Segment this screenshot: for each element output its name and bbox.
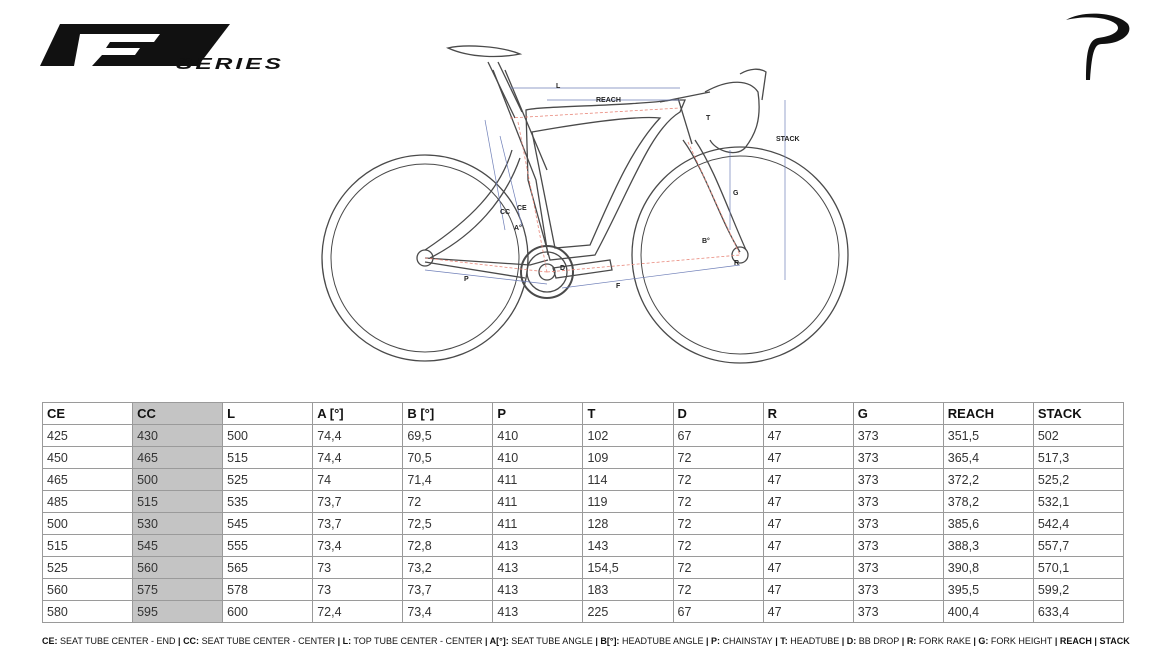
table-row <box>43 513 1124 535</box>
table-cell: 633,4 <box>1033 601 1123 623</box>
legend-text: SEAT TUBE ANGLE <box>508 636 593 646</box>
table-cell: 154,5 <box>583 557 673 579</box>
table-cell: 47 <box>763 425 853 447</box>
legend-separator: | <box>1052 636 1060 646</box>
saddle <box>448 46 520 56</box>
table-cell: 570,1 <box>1033 557 1123 579</box>
column-header: CC <box>133 403 223 425</box>
legend-text: CHAINSTAY <box>720 636 773 646</box>
table-cell: 560 <box>133 557 223 579</box>
table-cell: 535 <box>223 491 313 513</box>
svg-text:F: F <box>616 283 621 290</box>
table-cell: 47 <box>763 447 853 469</box>
table-cell: 72 <box>673 535 763 557</box>
svg-text:T: T <box>706 115 711 122</box>
front-wheel <box>632 147 848 363</box>
legend-separator: | <box>772 636 781 646</box>
table-cell: 373 <box>853 535 943 557</box>
table-row <box>43 535 1124 557</box>
table-cell: 102 <box>583 425 673 447</box>
table-cell: 114 <box>583 469 673 491</box>
table-cell: 73,4 <box>403 601 493 623</box>
table-cell: 73,7 <box>403 579 493 601</box>
table-cell: 532,1 <box>1033 491 1123 513</box>
legend-text: SEAT TUBE CENTER - END <box>57 636 176 646</box>
table-row <box>43 557 1124 579</box>
table-cell: 500 <box>133 469 223 491</box>
table-cell: 373 <box>853 513 943 535</box>
column-header: T <box>583 403 673 425</box>
table-cell: 47 <box>763 601 853 623</box>
table-cell: 595 <box>133 601 223 623</box>
table-cell: 450 <box>43 447 133 469</box>
table-cell: 599,2 <box>1033 579 1123 601</box>
abbreviation-legend <box>42 636 1132 646</box>
svg-text:REACH: REACH <box>596 97 621 104</box>
legend-text: SEAT TUBE CENTER - CENTER <box>199 636 336 646</box>
table-cell: 560 <box>43 579 133 601</box>
legend-separator: | <box>839 636 847 646</box>
table-cell: 413 <box>493 535 583 557</box>
table-cell: 373 <box>853 491 943 513</box>
table-cell: 72 <box>673 557 763 579</box>
legend-text: HEADTUBE <box>787 636 840 646</box>
legend-text: TOP TUBE CENTER - CENTER <box>351 636 483 646</box>
table-cell: 67 <box>673 425 763 447</box>
svg-text:D: D <box>560 265 566 272</box>
legend-abbr: CC: <box>183 636 200 646</box>
column-header: A [°] <box>313 403 403 425</box>
table-cell: 128 <box>583 513 673 535</box>
table-cell: 410 <box>493 447 583 469</box>
pinarello-logo-icon <box>1062 10 1132 82</box>
legend-separator: | <box>703 636 711 646</box>
svg-text:L: L <box>556 83 561 90</box>
table-cell: 525 <box>43 557 133 579</box>
table-cell: 565 <box>223 557 313 579</box>
legend-text: BB DROP <box>856 636 900 646</box>
table-cell: 502 <box>1033 425 1123 447</box>
table-cell: 73,2 <box>403 557 493 579</box>
table-row <box>43 601 1124 623</box>
head-tube <box>678 98 692 144</box>
table-cell: 425 <box>43 425 133 447</box>
table-cell: 72,8 <box>403 535 493 557</box>
table-row <box>43 425 1124 447</box>
table-cell: 373 <box>853 469 943 491</box>
legend-separator: | <box>1091 636 1100 646</box>
table-cell: 515 <box>133 491 223 513</box>
legend-abbr: A[°]: <box>489 636 509 646</box>
legend-text: FORK HEIGHT <box>988 636 1053 646</box>
legend-text: HEADTUBE ANGLE <box>619 636 704 646</box>
table-cell: 575 <box>133 579 223 601</box>
column-header: G <box>853 403 943 425</box>
table-row <box>43 491 1124 513</box>
table-cell: 525 <box>223 469 313 491</box>
legend-abbr: P: <box>711 636 720 646</box>
table-cell: 73 <box>313 579 403 601</box>
table-cell: 413 <box>493 601 583 623</box>
table-cell: 71,4 <box>403 469 493 491</box>
table-cell: 525,2 <box>1033 469 1123 491</box>
table-cell: 430 <box>133 425 223 447</box>
legend-abbr: D: <box>846 636 857 646</box>
table-cell: 74,4 <box>313 447 403 469</box>
table-cell: 119 <box>583 491 673 513</box>
table-cell: 500 <box>43 513 133 535</box>
table-cell: 515 <box>43 535 133 557</box>
table-cell: 72 <box>673 447 763 469</box>
table-cell: 69,5 <box>403 425 493 447</box>
table-cell: 47 <box>763 579 853 601</box>
table-cell: 515 <box>223 447 313 469</box>
table-cell: 500 <box>223 425 313 447</box>
table-header-row <box>43 403 1124 425</box>
f-series-logo <box>40 22 290 72</box>
table-cell: 400,4 <box>943 601 1033 623</box>
table-cell: 410 <box>493 425 583 447</box>
table-cell: 557,7 <box>1033 535 1123 557</box>
legend-separator: | <box>592 636 601 646</box>
table-cell: 413 <box>493 557 583 579</box>
table-cell: 109 <box>583 447 673 469</box>
table-cell: 72,5 <box>403 513 493 535</box>
table-cell: 411 <box>493 513 583 535</box>
table-cell: 70,5 <box>403 447 493 469</box>
table-cell: 411 <box>493 469 583 491</box>
svg-text:B°: B° <box>702 238 710 245</box>
table-cell: 373 <box>853 447 943 469</box>
frame-outline <box>526 100 685 260</box>
table-cell: 73 <box>313 557 403 579</box>
legend-text: FORK RAKE <box>916 636 971 646</box>
svg-text:A°: A° <box>514 225 522 232</box>
legend-abbr: R: <box>906 636 917 646</box>
table-cell: 600 <box>223 601 313 623</box>
legend-abbr: L: <box>342 636 352 646</box>
legend-abbr: STACK <box>1099 636 1130 646</box>
svg-text:STACK: STACK <box>776 136 800 143</box>
column-header: REACH <box>943 403 1033 425</box>
table-row <box>43 579 1124 601</box>
table-cell: 143 <box>583 535 673 557</box>
table-cell: 74 <box>313 469 403 491</box>
legend-abbr: G: <box>978 636 989 646</box>
table-cell: 73,7 <box>313 491 403 513</box>
bike-geometry-diagram <box>300 40 860 370</box>
table-cell: 47 <box>763 491 853 513</box>
table-cell: 225 <box>583 601 673 623</box>
table-cell: 351,5 <box>943 425 1033 447</box>
table-cell: 72 <box>403 491 493 513</box>
legend-abbr: T: <box>780 636 788 646</box>
table-cell: 545 <box>133 535 223 557</box>
table-cell: 395,5 <box>943 579 1033 601</box>
table-cell: 542,4 <box>1033 513 1123 535</box>
table-cell: 555 <box>223 535 313 557</box>
table-cell: 378,2 <box>943 491 1033 513</box>
table-cell: 373 <box>853 579 943 601</box>
svg-text:R: R <box>734 260 740 267</box>
series-word: SERIES <box>176 56 284 72</box>
table-cell: 545 <box>223 513 313 535</box>
svg-text:CC: CC <box>500 209 511 216</box>
table-cell: 517,3 <box>1033 447 1123 469</box>
table-cell: 47 <box>763 469 853 491</box>
table-cell: 373 <box>853 425 943 447</box>
table-cell: 67 <box>673 601 763 623</box>
table-cell: 373 <box>853 601 943 623</box>
geometry-table <box>42 402 1124 623</box>
table-cell: 385,6 <box>943 513 1033 535</box>
legend-separator: | <box>335 636 343 646</box>
table-cell: 465 <box>43 469 133 491</box>
legend-abbr: REACH <box>1059 636 1092 646</box>
table-row <box>43 469 1124 491</box>
legend-separator: | <box>899 636 907 646</box>
column-header: B [°] <box>403 403 493 425</box>
table-cell: 580 <box>43 601 133 623</box>
table-cell: 72 <box>673 579 763 601</box>
table-cell: 390,8 <box>943 557 1033 579</box>
legend-separator: | <box>482 636 490 646</box>
table-cell: 72 <box>673 469 763 491</box>
table-cell: 578 <box>223 579 313 601</box>
table-cell: 73,7 <box>313 513 403 535</box>
column-header: L <box>223 403 313 425</box>
svg-text:G: G <box>733 190 739 197</box>
column-header: R <box>763 403 853 425</box>
table-cell: 72 <box>673 491 763 513</box>
column-header: P <box>493 403 583 425</box>
table-cell: 183 <box>583 579 673 601</box>
table-cell: 72,4 <box>313 601 403 623</box>
table-cell: 485 <box>43 491 133 513</box>
table-cell: 465 <box>133 447 223 469</box>
table-row <box>43 447 1124 469</box>
svg-text:CE: CE <box>517 205 527 212</box>
table-cell: 47 <box>763 513 853 535</box>
legend-separator: | <box>970 636 979 646</box>
table-cell: 74,4 <box>313 425 403 447</box>
column-header: STACK <box>1033 403 1123 425</box>
table-cell: 373 <box>853 557 943 579</box>
table-cell: 47 <box>763 535 853 557</box>
column-header: CE <box>43 403 133 425</box>
table-cell: 72 <box>673 513 763 535</box>
table-cell: 388,3 <box>943 535 1033 557</box>
table-cell: 411 <box>493 491 583 513</box>
legend-separator: | <box>175 636 184 646</box>
table-cell: 47 <box>763 557 853 579</box>
table-cell: 73,4 <box>313 535 403 557</box>
table-cell: 372,2 <box>943 469 1033 491</box>
legend-abbr: B[°]: <box>600 636 620 646</box>
legend-abbr: CE: <box>42 636 58 646</box>
svg-text:P: P <box>464 276 469 283</box>
table-cell: 365,4 <box>943 447 1033 469</box>
table-cell: 413 <box>493 579 583 601</box>
table-cell: 530 <box>133 513 223 535</box>
column-header: D <box>673 403 763 425</box>
